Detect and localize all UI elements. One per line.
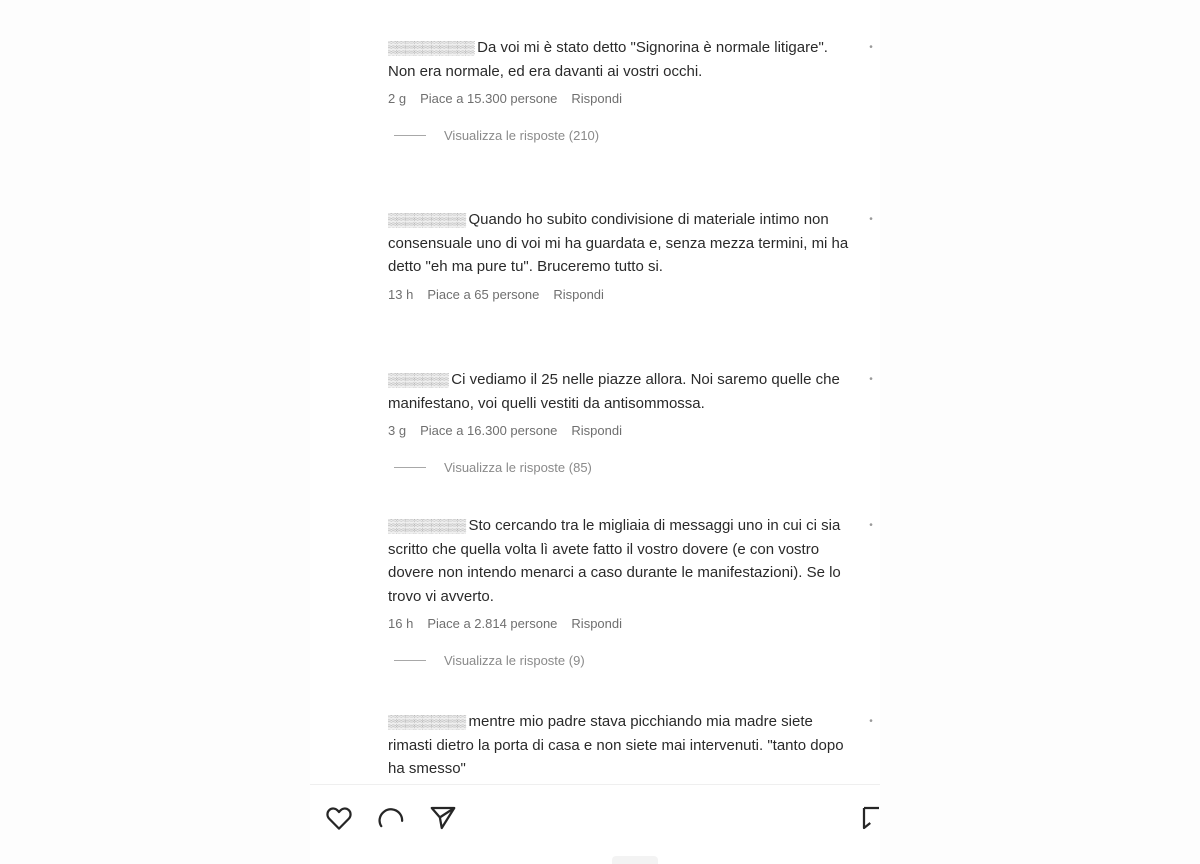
post-action-bar bbox=[310, 784, 880, 845]
comment-meta bbox=[388, 91, 858, 106]
replies-divider-line bbox=[394, 135, 426, 136]
comments-panel bbox=[310, 0, 880, 864]
replies-divider-line bbox=[394, 660, 426, 661]
comment-text: Da voi mi è stato detto "Signorina è normale litigare". Non era normale, ed era davanti ai vostri occhi. bbox=[388, 39, 828, 80]
replies-divider-line bbox=[394, 467, 426, 468]
comment-button[interactable] bbox=[376, 803, 406, 833]
comment-body bbox=[388, 208, 856, 279]
reply-button[interactable]: Rispondi bbox=[553, 286, 604, 302]
comment bbox=[388, 368, 873, 514]
share-button[interactable] bbox=[428, 803, 458, 833]
paper-plane-icon bbox=[428, 803, 458, 833]
comment bbox=[388, 36, 873, 194]
comment-text: Sto cercando tra le migliaia di messaggi uno in cui ci sia scritto che quella volta lì avete fatto il vostro dovere (e con vostro dovere non intendo menarci a caso durante le manifestazioni). Se lo trovo vi avverto. bbox=[388, 517, 841, 605]
heart-icon bbox=[324, 803, 354, 833]
view-replies-button[interactable] bbox=[394, 460, 858, 475]
more-options-icon[interactable]: • bbox=[869, 42, 873, 53]
comment-time: 13 h bbox=[388, 286, 414, 302]
comment-username[interactable]: ▒▒▒▒▒▒▒▒▒ bbox=[388, 714, 466, 729]
comment-meta bbox=[388, 287, 858, 302]
comment-likes[interactable]: Piace a 15.300 persone bbox=[420, 91, 558, 106]
more-options-icon[interactable]: • bbox=[869, 520, 873, 531]
comment-time: 3 g bbox=[388, 423, 407, 438]
comment-username[interactable]: ▒▒▒▒▒▒▒ bbox=[388, 372, 449, 387]
comment-body bbox=[388, 710, 856, 781]
comment-body bbox=[388, 514, 856, 608]
comment-likes[interactable]: Piace a 65 persone bbox=[427, 286, 540, 302]
comment-body bbox=[388, 36, 856, 83]
comment bbox=[388, 710, 873, 784]
comment-likes[interactable]: Piace a 16.300 persone bbox=[420, 423, 558, 438]
like-button[interactable] bbox=[324, 803, 354, 833]
comment-icon bbox=[376, 803, 406, 833]
view-replies-label: Visualizza le risposte (85) bbox=[444, 460, 592, 475]
reply-button[interactable]: Rispondi bbox=[571, 423, 622, 438]
comment-list bbox=[388, 36, 873, 784]
bookmark-icon bbox=[858, 803, 880, 833]
reply-button[interactable]: Rispondi bbox=[571, 91, 622, 106]
comment-body bbox=[388, 368, 856, 415]
comment-likes[interactable]: Piace a 2.814 persone bbox=[427, 616, 558, 631]
comment-text: mentre mio padre stava picchiando mia madre siete rimasti dietro la porta di casa e non siete mai intervenuti. "tanto dopo ha smesso" bbox=[388, 713, 844, 777]
comment-username[interactable]: ▒▒▒▒▒▒▒▒▒▒ bbox=[388, 40, 475, 55]
comment-text: Quando ho subito condivisione di materiale intimo non consensuale uno di voi mi ha guardata e, senza mezza termini, mi ha detto "eh ma pure tu". Bruceremo tutto si. bbox=[388, 211, 849, 275]
comment bbox=[388, 514, 873, 710]
reply-button[interactable]: Rispondi bbox=[571, 616, 623, 631]
save-button[interactable] bbox=[858, 803, 880, 833]
comment-username[interactable]: ▒▒▒▒▒▒▒▒▒ bbox=[388, 518, 466, 533]
comment-username[interactable]: ▒▒▒▒▒▒▒▒▒ bbox=[388, 212, 466, 227]
comment-meta bbox=[388, 423, 858, 438]
more-options-icon[interactable]: • bbox=[869, 716, 873, 727]
comment-text: Ci vediamo il 25 nelle piazze allora. Noi saremo quelle che manifestano, voi quelli vestiti da antisommossa. bbox=[388, 371, 840, 412]
comment-meta bbox=[388, 616, 858, 631]
view-replies-label: Visualizza le risposte (9) bbox=[444, 653, 585, 668]
comment-time: 2 g bbox=[388, 91, 407, 106]
scroll-handle bbox=[612, 856, 658, 864]
view-replies-label: Visualizza le risposte (210) bbox=[444, 128, 600, 143]
comment bbox=[388, 208, 873, 368]
comment-time: 16 h bbox=[388, 616, 414, 631]
view-replies-button[interactable] bbox=[394, 128, 858, 143]
view-replies-button[interactable] bbox=[394, 653, 858, 668]
more-options-icon[interactable]: • bbox=[869, 374, 873, 385]
more-options-icon[interactable]: • bbox=[869, 214, 873, 225]
